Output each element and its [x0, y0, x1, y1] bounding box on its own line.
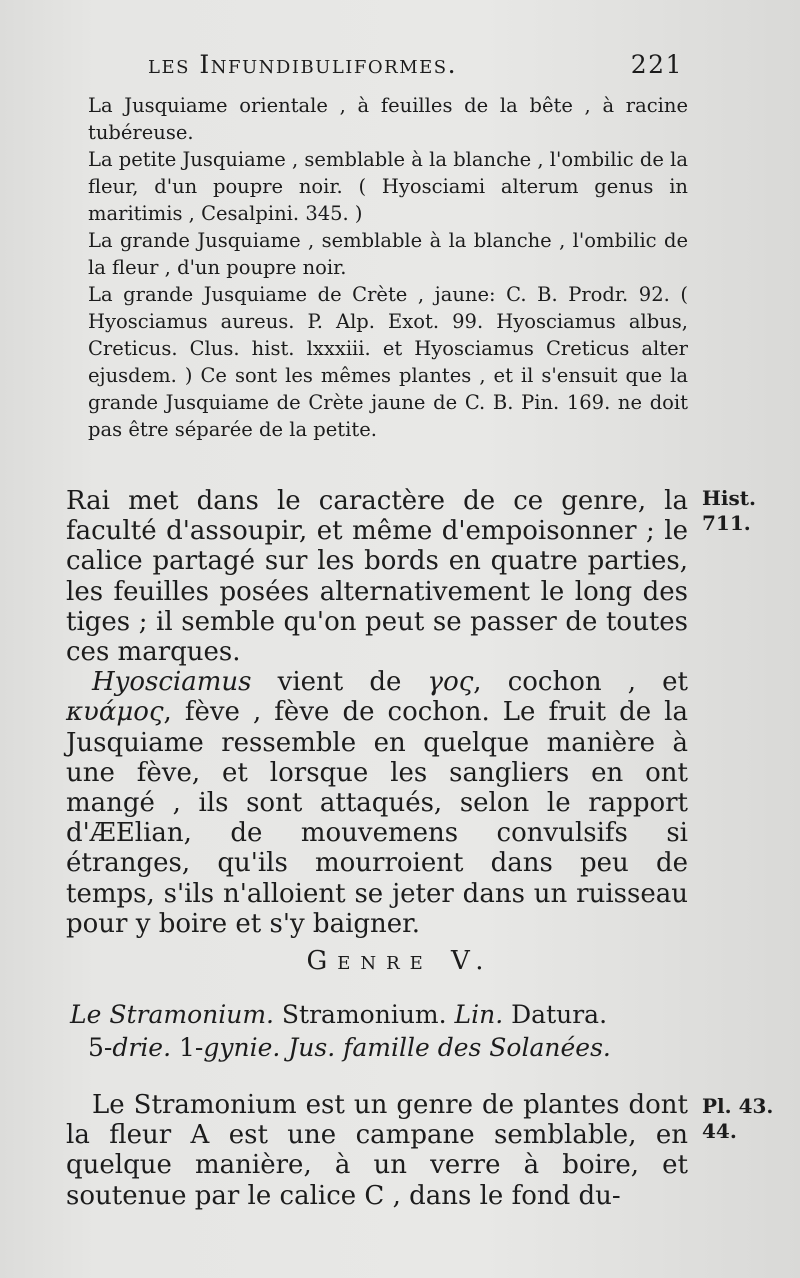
main-text-section-2	[66, 1090, 688, 1211]
running-title: les Infundibuliformes.	[148, 50, 458, 79]
text-run: Le Stramonium.	[70, 1000, 274, 1029]
margin-note-text: Pl. 43.	[702, 1094, 774, 1118]
small-paragraph: La Jusquiame orientale , à feuilles de la bête , à racine tubéreuse.	[88, 94, 688, 144]
margin-note-plate	[702, 1094, 792, 1144]
genre-subtitle-line2	[70, 1031, 690, 1064]
text-run: vient de	[251, 667, 428, 698]
text-run: 1-	[171, 1033, 204, 1062]
margin-note-text: 711.	[702, 511, 751, 535]
small-print-section	[88, 92, 688, 443]
text-run: Stramonium.	[273, 1000, 455, 1029]
text-run: gynie. Jus. famille des Solanées.	[203, 1033, 611, 1062]
page-header	[148, 50, 683, 86]
small-paragraph: La grande Jusquiame , semblable à la blanche , l'ombilic de la fleur , d'un poupre noir.	[88, 229, 688, 279]
margin-note-text: 44.	[702, 1119, 737, 1143]
text-run: 5-	[88, 1033, 113, 1062]
section-heading: Genre V.	[306, 946, 494, 976]
greek-word: κυάμος	[66, 697, 164, 728]
genre-subtitle-line1	[70, 998, 690, 1031]
margin-note-text: Hist.	[702, 486, 756, 510]
greek-word: γος	[427, 667, 474, 698]
paragraph-rai: Rai met dans le caractère de ce genre, la faculté d'assoupir, et même d'empoisonner ; le calice partagé sur les bords en quatre parties, les feuilles posées alternativement le long des tiges ; il semble qu'on peut se passer de toutes ces marques.	[66, 486, 688, 668]
paragraph-hyosciamus	[66, 667, 688, 939]
text-run: , cochon , et	[473, 667, 688, 698]
small-paragraph: La petite Jusquiame , semblable à la blanche , l'ombilic de la fleur, d'un poupre noir. ( Hyosciami alterum genus in maritimis , Cesalpini. 345. )	[88, 148, 688, 225]
paragraph-stramonium: Le Stramonium est un genre de plantes dont la fleur A est une campane semblable, en quelque manière, à un verre à boire, et soutenue par le calice C , dans le fond du-	[66, 1090, 688, 1211]
text-run: Datura.	[503, 1000, 608, 1029]
text-run: Lin.	[454, 1000, 504, 1029]
text-run: drie.	[112, 1033, 172, 1062]
text-run: , fève , fève de cochon. Le fruit de la Jusquiame ressemble en quelque manière à une fève, et lorsque les sangliers en ont mangé , ils sont attaqués, selon le rapport d'ÆElian, de mouvemens convulsifs si étranges, qu'ils mourroient dans peu de temps, s'ils n'alloient se jeter dans un ruisseau pour y boire et s'y baigner.	[66, 697, 688, 939]
main-text-section	[66, 486, 688, 939]
margin-note-hist	[702, 486, 772, 536]
page-number: 221	[630, 50, 683, 79]
genre-subtitle	[70, 998, 690, 1064]
hyosciamus-word: Hyosciamus	[92, 667, 252, 698]
small-paragraph: La grande Jusquiame de Crète , jaune: C. B. Prodr. 92. ( Hyosciamus aureus. P. Alp. Exot. 99. Hyosciamus albus, Creticus. Clus. hist. lxxxiii. et Hyosciamus Creticus alter ejusdem. ) Ce sont les mêmes plantes , et il s'ensuit que la grande Jusquiame de Crète jaune de C. B. Pin. 169. ne doit pas être séparée de la petite.	[88, 283, 688, 441]
